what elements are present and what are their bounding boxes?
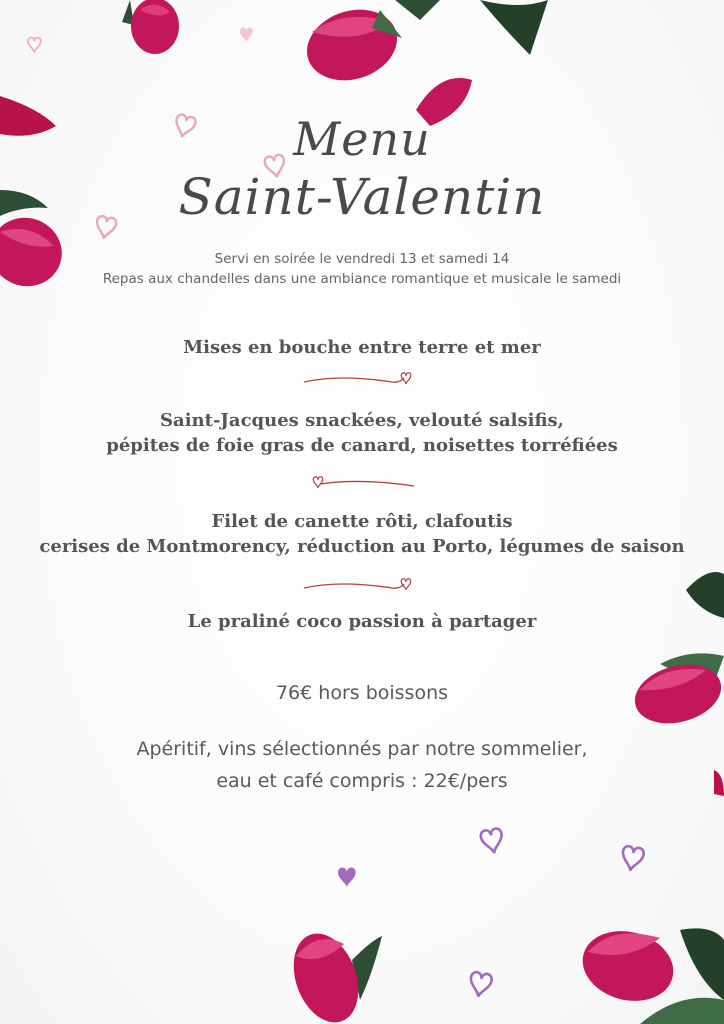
course-line: Saint-Jacques snackées, velouté salsifis, bbox=[160, 410, 564, 431]
divider-heart-icon bbox=[300, 472, 420, 494]
drinks-line: eau et café compris : 22€/pers bbox=[216, 770, 508, 792]
course-line: Filet de canette rôti, clafoutis bbox=[211, 511, 513, 532]
heart-icon bbox=[28, 38, 41, 53]
course-item bbox=[0, 335, 724, 360]
menu-title: Menu bbox=[293, 112, 431, 166]
course-line: cerises de Montmorency, réduction au Porto, légumes de saison bbox=[39, 536, 685, 557]
divider-heart-icon bbox=[300, 574, 420, 596]
ambiance-note: Repas aux chandelles dans une ambiance romantique et musicale le samedi bbox=[102, 271, 622, 287]
heart-icon bbox=[620, 845, 645, 872]
course-item bbox=[0, 509, 724, 559]
heart-icon bbox=[468, 971, 493, 998]
heart-icon bbox=[338, 867, 356, 887]
drinks-option bbox=[0, 733, 724, 797]
service-dates: Servi en soirée le vendredi 13 et samedi 14 bbox=[214, 251, 510, 267]
heart-icon bbox=[480, 828, 505, 855]
drinks-line: Apéritif, vins sélectionnés par notre sommelier, bbox=[136, 738, 588, 760]
menu-subtitle-title: Saint-Valentin bbox=[178, 168, 546, 226]
heart-icon bbox=[240, 28, 253, 43]
course-item bbox=[0, 609, 724, 634]
course-line: Le praliné coco passion à partager bbox=[187, 611, 537, 632]
divider-heart-icon bbox=[300, 368, 420, 390]
course-line: pépites de foie gras de canard, noisettes torréfiées bbox=[106, 435, 618, 456]
course-item bbox=[0, 408, 724, 458]
course-line: Mises en bouche entre terre et mer bbox=[183, 337, 541, 358]
menu-price: 76€ hors boissons bbox=[275, 682, 449, 704]
